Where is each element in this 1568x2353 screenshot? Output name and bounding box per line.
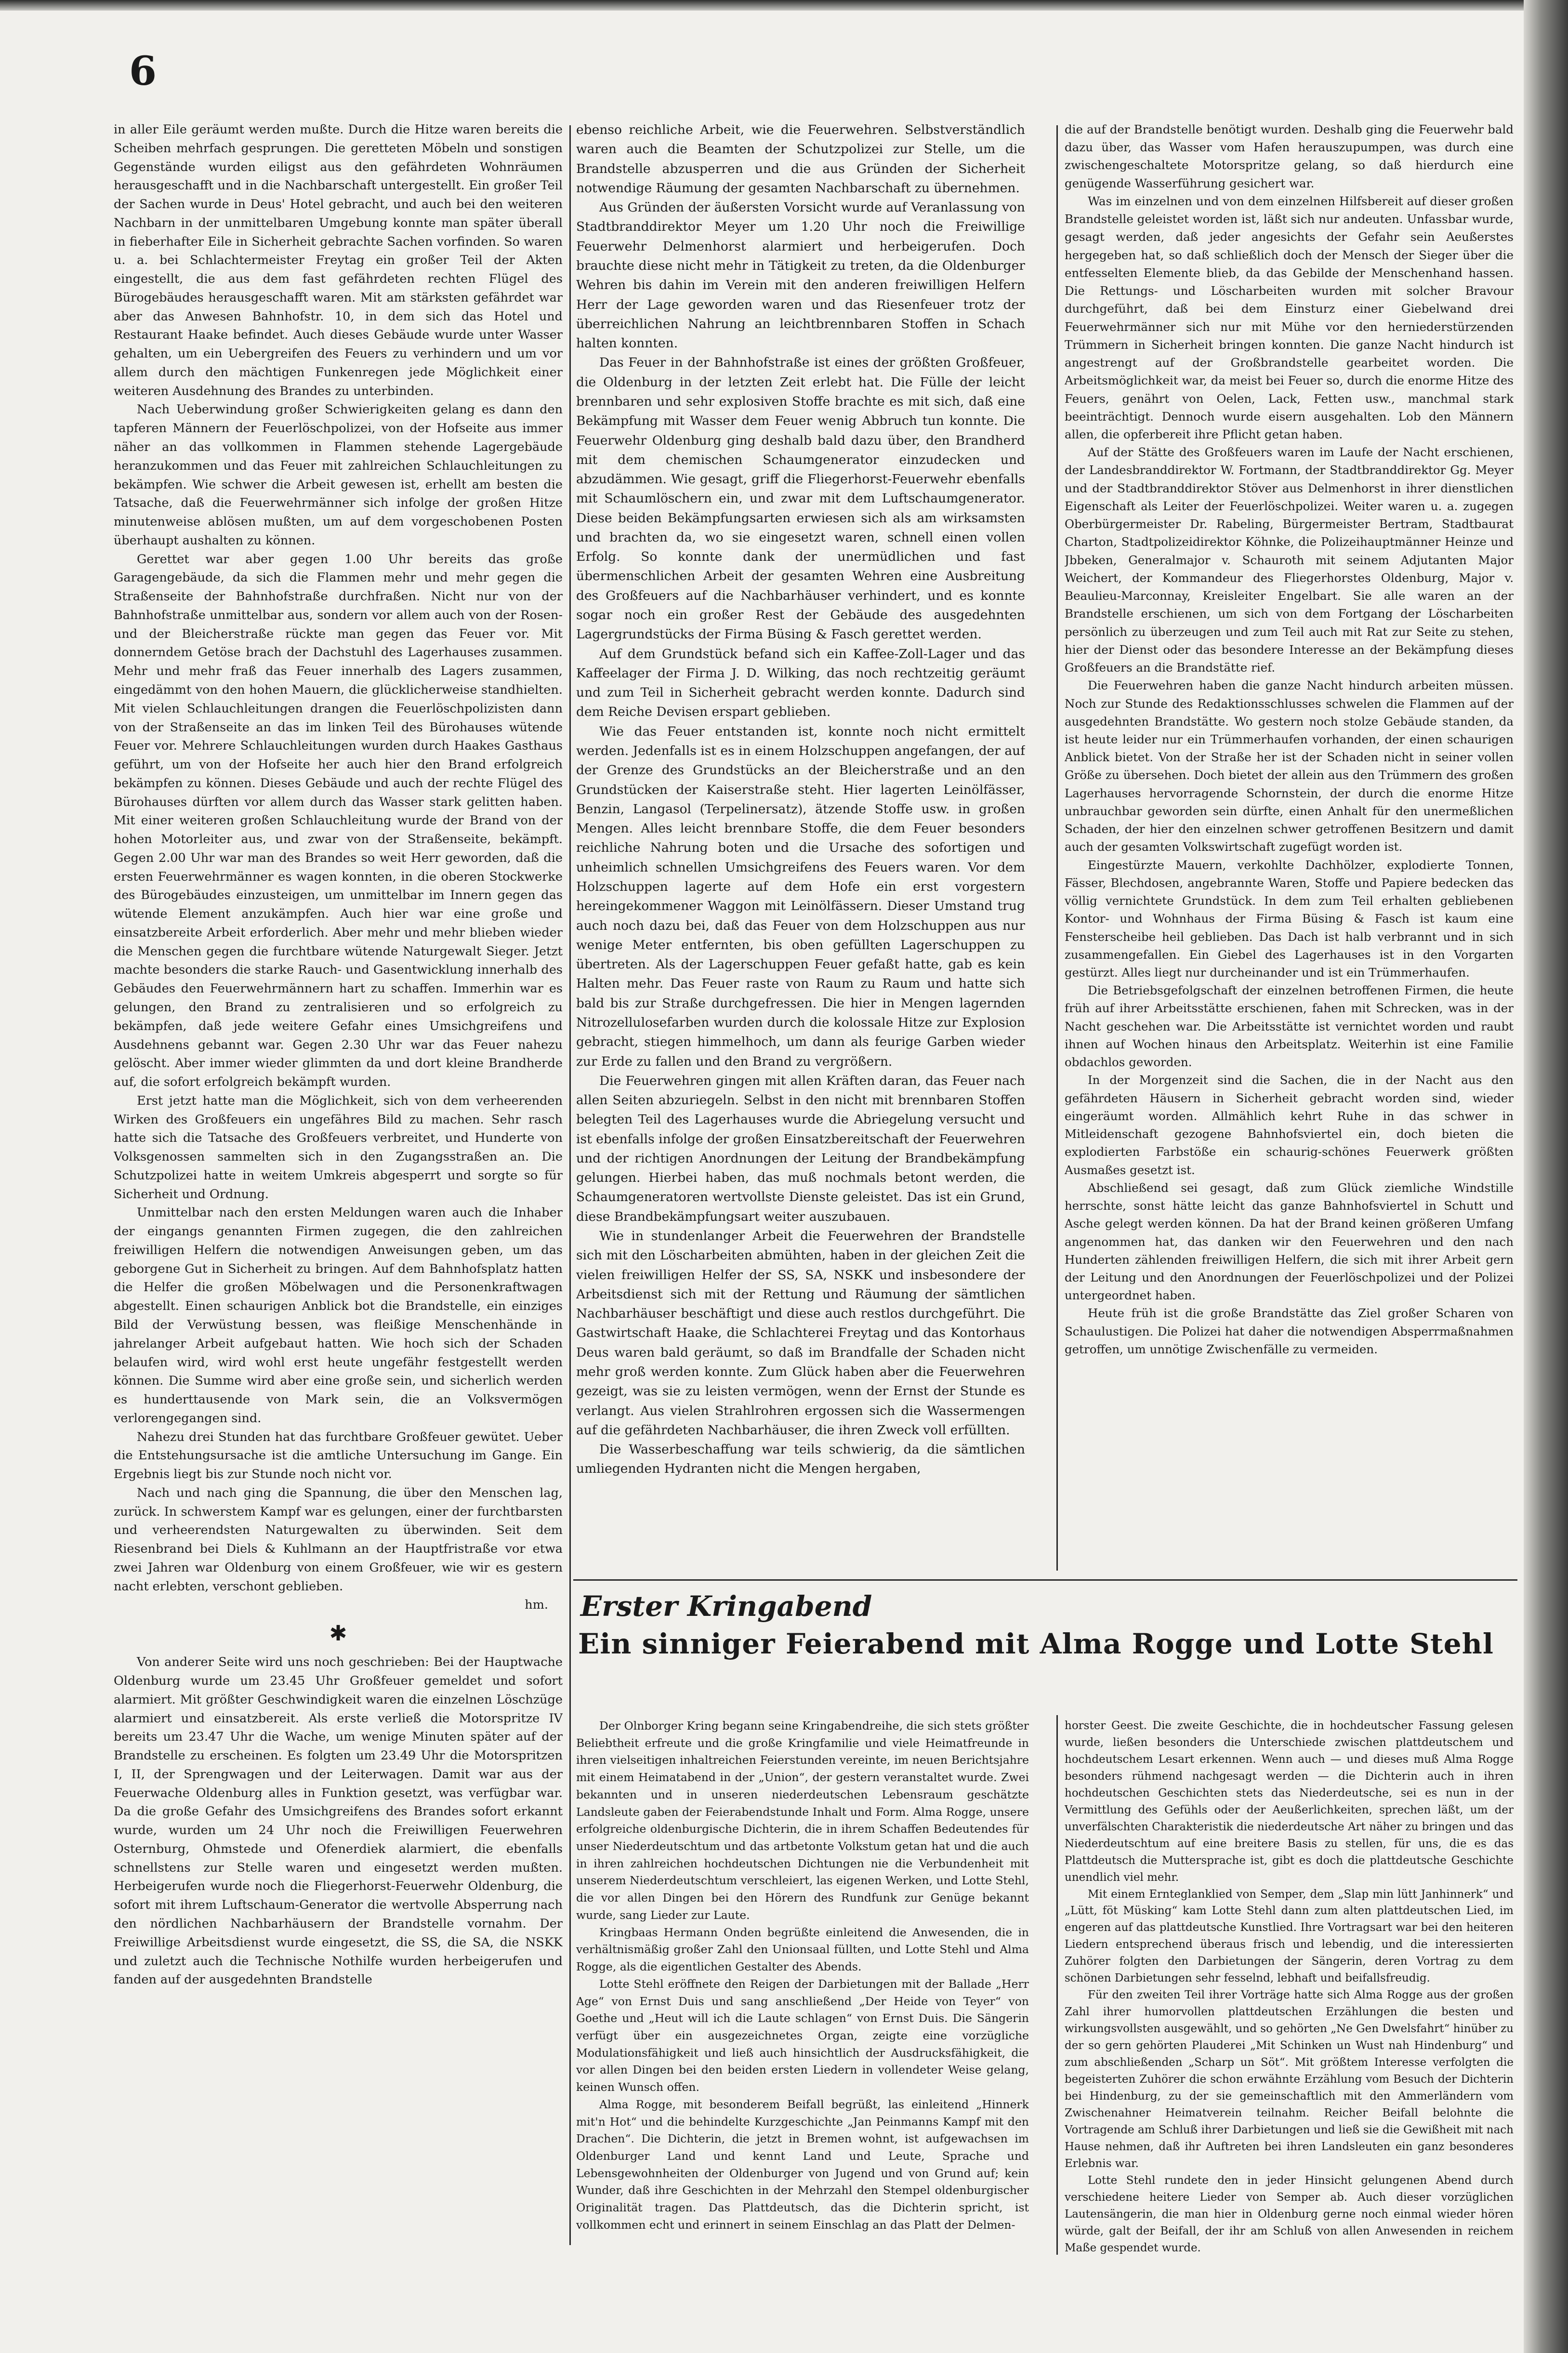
scan-binding-edge: [1524, 0, 1568, 2353]
paragraph: die auf der Brandstelle benötigt wurden. Deshalb ging die Feuerwehr bald dazu über, das Wasser vom Hafen herauszupumpen, was durch eine zwischengeschaltete Motorspritze gelang, so daß hierdurch eine genügende Wasserführung gesichert war.: [1065, 122, 1514, 190]
paragraph: Nach Ueberwindung großer Schwierigkeiten gelang es dann den tapferen Männern der Feuerlöschpolizei, von der Hofseite aus immer näher an das vollkommen in Flammen stehende Lagergebäude heranzukommen und das Feuer mit zahlreichen Schlauchleitungen zu bekämpfen. Wie schwer die Arbeit gewesen ist, erhellt am besten die Tatsache, daß die Feuerwehrmänner sich infolge der großen Hitze minutenweise ablösen mußten, um auf dem vorgeschobenen Posten überhaupt aushalten zu können.: [114, 402, 563, 548]
paragraph: Nahezu drei Stunden hat das furchtbare Großfeuer gewütet. Ueber die Entstehungsursache ist die amtliche Untersuchung im Gange. Ein Ergebnis liegt bis zur Stunde noch nicht vor.: [114, 1429, 563, 1482]
article-kicker: Erster Kringabend: [580, 1590, 872, 1623]
paragraph: Von anderer Seite wird uns noch geschrieben: Bei der Hauptwache Oldenburg wurde um 23.45 Uhr Großfeuer gemeldet und sofort alarmiert. Mit größter Geschwindigkeit waren die einzelnen Löschzüge alarmiert und einsatzbereit. Als erste verließ die Motorspritze IV bereits um 23.47 Uhr die Wache, um wenige Minuten später auf der Brandstelle zu erscheinen. Es folgten um 23.49 Uhr die Motorspritzen I, II, der Sprengwagen und der Leiterwagen. Damit war aus der Feuerwache Oldenburg alles in Funktion gesetzt, was verfügbar war. Da die große Gefahr des Umsichgreifens des Brandes sofort erkannt wurde, wurden um 24 Uhr noch die Freiwilligen Feuerwehren Osternburg, Ohmstede und Ofenerdiek alarmiert, die ebenfalls schnellstens zur Stelle waren und eingesetzt werden mußten. Herbeigerufen wurde noch die Fliegerhorst-Feuerwehr Oldenburg, die sofort mit ihrem Luftschaum-Generator die wertvolle Absperrung nach den nördlichen Nachbarhäusern der Brandstelle vornahm. Der Freiwillige Arbeitsdienst wurde eingesetzt, die SS, die SA, die NSKK und zuletzt auch die Technische Nothilfe wurden herbeigerufen und fanden auf der ausgedehnten Brandstelle: [114, 1655, 563, 1987]
paragraph: Auf der Stätte des Großfeuers waren im Laufe der Nacht erschienen, der Landesbranddirektor W. Fortmann, der Stadtbranddirektor Gg. Meyer und der Stadtbranddirektor Stöver aus Delmenhorst in ihrer dienstlichen Eigenschaft als Leiter der Feuerlöschpolizei. Weiter waren u. a. zugegen Oberbürgermeister Dr. Rabeling, Bürgermeister Bertram, Stadtbaurat Charton, Stadtpolizeidirektor Köhnke, die Polizeihauptmänner Heinze und Jbbeken, Generalmajor v. Schauroth mit seinem Adjutanten Major Weichert, der Kommandeur des Fliegerhorstes Oldenburg, Major v. Beaulieu-Marconnay, Kreisleiter Engelbart. Sie alle waren an der Brandstelle erschienen, um sich von dem Fortgang der Löscharbeiten persönlich zu überzeugen und zum Teil auch mit Rat zur Seite zu stehen, hier der Dienst oder das besondere Interesse an der Bekämpfung dieses Großfeuers an die Brandstätte rief.: [1065, 445, 1514, 675]
paragraph: horster Geest. Die zweite Geschichte, die in hochdeutscher Fassung gelesen wurde, ließen besonders die Unterschiede zwischen plattdeutschem und hochdeutschem Lesart erkennen. Wenn auch — und dieses muß Alma Rogge besonders rühmend nachgesagt werden — die Dichterin auch in ihren hochdeutschen Geschichten stets das Niederdeutsche, sei es nun in der Vermittlung des Gefühls oder der Aeußerlichkeiten, sprechen läßt, um der unverfälschten Charakteristik die niederdeutsche Art näher zu bringen und das Niederdeutschtum auf eine breitere Basis zu stellen, für uns, die es das Plattdeutsch die Muttersprache ist, gibt es doch die plattdeutsche Geschichte unendlich viel mehr.: [1065, 1719, 1514, 1884]
paragraph: Aus Gründen der äußersten Vorsicht wurde auf Veranlassung von Stadtbranddirektor Meyer um 1.20 Uhr noch die Freiwillige Feuerwehr Delmenhorst alarmiert und herbeigerufen. Doch brauchte diese nicht mehr in Tätigkeit zu treten, da die Oldenburger Wehren bis dahin im Verein mit den anderen freiwilligen Helfern Herr der Lage geworden waren und das Riesenfeuer trotz der überreichlichen Nahrung an leichtbrennbaren Stoffen in Schach halten konnten.: [576, 200, 1025, 351]
paragraph: Eingestürzte Mauern, verkohlte Dachhölzer, explodierte Tonnen, Fässer, Blechdosen, angebrannte Waren, Stoffe und Papiere bedecken das völlig vernichtete Grundstück. In dem zum Teil erhalten gebliebenen Kontor- und Wohnhaus der Firma Büsing & Fasch ist kaum eine Fensterscheibe heil geblieben. Das Dach ist halb verbrannt und in sich zusammengefallen. Ein Giebel des Lagerhauses ist in den Vorgarten gestürzt. Alles liegt nur durcheinander und ist ein Trümmerhaufen.: [1065, 858, 1514, 980]
paragraph: Kringbaas Hermann Onden begrüßte einleitend die Anwesenden, die in verhältnismäßig großer Zahl den Unionsaal füllten, und Lotte Stehl und Alma Rogge, als die eigentlichen Gestalter des Abends.: [576, 1925, 1029, 1974]
paragraph: Für den zweiten Teil ihrer Vorträge hatte sich Alma Rogge aus der großen Zahl ihrer humorvollen plattdeutschen Erzählungen die besten und wirkungsvollsten ausgewählt, und so gehörten „Ne Gen Dwelsfahrt“ hinüber zu der so gern gehörten Plauderei „Mit Schinken un Wust nah Hindenburg“ und zum abschließenden „Scharp un Söt“. Mit größtem Interesse verfolgten die begeisterten Zuhörer die schon erwähnte Erzählung vom Besuch der Dichterin bei Hindenburg, zu der sie gemeinschaftlich mit den Ammerländern vom Zwischenahner Heimatverein teilnahm. Reicher Beifall belohnte die Vortragende am Schluß ihrer Darbietungen und ließ sie die Gewißheit mit nach Hause nehmen, daß ihr Auftreten bei ihren Landsleuten ein ganz besonderes Erlebnis war.: [1065, 1989, 1514, 2170]
paragraph: Die Wasserbeschaffung war teils schwierig, da die sämtlichen umliegenden Hydranten nicht die Mengen hergaben,: [576, 1442, 1025, 1477]
article-column-2: [1065, 1718, 1514, 2257]
paragraph: ebenso reichliche Arbeit, wie die Feuerwehren. Selbstverständlich waren auch die Beamten der Schutzpolizei zur Stelle, um die Brandstelle abzusperren und die aus Gründen der Sicherheit notwendige Räumung der gesamten Nachbarschaft zu übernehmen.: [576, 122, 1025, 196]
paragraph: Erst jetzt hatte man die Möglichkeit, sich von dem verheerenden Wirken des Großfeuers ein ungefähres Bild zu machen. Sehr rasch hatte sich die Tatsache des Großfeuers verbreitet, und Hunderte von Volksgenossen sammelten sich in den Zugangsstraßen an. Die Schutzpolizei hatte in weitem Umkreis abgesperrt und sorgte so für Sicherheit und Ordnung.: [114, 1093, 563, 1202]
paragraph: Alma Rogge, mit besonderem Beifall begrüßt, las einleitend „Hinnerk mit'n Hot“ und die behindelte Kurzgeschichte „Jan Peinmanns Kampf mit den Drachen“. Die Dichterin, die jetzt in Bremen wohnt, ist aufgewachsen im Oldenburger Land und kennt Land und Leute, Sprache und Lebensgewohnheiten der Oldenburger von Jugend und von Grund auf; kein Wunder, daß ihre Geschichten in der Mehrzahl den Stempel oldenburgischer Originalität tragen. Das Plattdeutsch, das die Dichterin spricht, ist vollkommen echt und erinnert in seinem Einschlag an das Platt der Delmen-: [576, 2097, 1029, 2232]
scan-top-edge: [0, 0, 1568, 11]
paragraph: Gerettet war aber gegen 1.00 Uhr bereits das große Garagengebäude, da sich die Flammen mehr und mehr gegen die Straßenseite der Bahnhofstraße durchfraßen. Nicht nur von der Bahnhofstraße unmittelbar aus, sondern vor allem auch von der Rosen- und der Bleicherstraße rückte man gegen das Feuer vor. Mit donnerndem Getöse brach der Dachstuhl des Lagerhauses zusammen. Mehr und mehr fraß das Feuer innerhalb des Lagers zusammen, eingedämmt von den hohen Mauern, die glücklicherweise standhielten. Mit vielen Schlauchleitungen drangen die Feuerlöschpolizisten dann von der Straßenseite an das im linken Teil des Bürohauses wütende Feuer vor. Mehrere Schlauchleitungen wurden durch Haakes Gasthaus geführt, um von der Hofseite her auch hier den Brand erfolgreich bekämpfen zu können. Dieses Gebäude und auch der rechte Flügel des Bürohauses dürften vor allem durch das Wasser stark gelitten haben. Mit einer weiteren großen Schlauchleitung wurde der Brand von der hohen Motorleiter aus, und zwar von der Straßenseite, bekämpft. Gegen 2.00 Uhr war man des Brandes so weit Herr geworden, daß die ersten Feuerwehrmänner es wagen konnten, in die oberen Stockwerke des Bürogebäudes einzusteigen, um unmittelbar im Innern gegen das wütende Element anzukämpfen. Auch hier war eine große und einsatzbereite Arbeit erforderlich. Aber mehr und mehr blieben wieder die Menschen gegen die furchtbare wütende Naturgewalt Sieger. Jetzt machte besonders die starke Rauch- und Gasentwicklung innerhalb des Gebäudes den Feuerwehrmännern hart zu schaffen. Immerhin war es gelungen, den Brand zu zentralisieren und so erfolgreich zu bekämpfen, daß jede weitere Gefahr eines Umsichgreifens und Ausdehnens gebannt war. Gegen 2.30 Uhr war das Feuer nahezu gelöscht. Aber immer wieder glimmten da und dort kleine Brandherde auf, die sofort erfolgreich bekämpft wurden.: [114, 552, 563, 1090]
page-number: 6: [129, 48, 157, 94]
paragraph: Mit einem Ernteglanklied von Semper, dem „Slap min lütt Janhinnerk“ und „Lütt, föt Müsking“ kam Lotte Stehl dann zum alten plattdeutschen Lied, im engeren auf das plattdeutsche Kunstlied. Ihre Vortragsart war bei den heiteren Liedern entsprechend überaus frisch und lebendig, und die interessierten Zuhörer folgten den Darbietungen der Sängerin, deren Vortrag zu dem schönen Darbietungen sehr fesselnd, lebhaft und beifallsfreudig.: [1065, 1888, 1514, 1985]
paragraph: Wie in stundenlanger Arbeit die Feuerwehren der Brandstelle sich mit den Löscharbeiten abmühten, haben in der gleichen Zeit die vielen freiwilligen Helfer der SS, SA, NSKK und insbesondere der Arbeitsdienst sich mit der Rettung und Räumung der sämtlichen Nachbarhäuser beschäftigt und diese auch restlos durchgeführt. Die Gastwirtschaft Haake, die Schlachterei Freytag und das Kontorhaus Deus waren bald geräumt, so daß im Brandfalle der Schaden nicht mehr groß werden konnte. Zum Glück haben aber die Feuerwehren gezeigt, was sie zu leisten vermögen, wenn der Ernst der Stunde es verlangt. Aus vielen Strahlrohren ergossen sich die Wassermengen auf die gefährdeten Nachbarhäuser, die ihren Zweck voll erfüllten.: [576, 1229, 1025, 1438]
article-headline: Ein sinniger Feierabend mit Alma Rogge und Lotte Stehl: [578, 1627, 1494, 1660]
paragraph: Der Olnborger Kring begann seine Kringabendreihe, die sich stets größter Beliebtheit erfreute und die große Kringfamilie und viele Heimatfreunde in ihren vielseitigen inhaltreichen Feierstunden vereinte, im neuen Berichtsjahre mit einem Heimatabend in der „Union“, der gestern veranstaltet wurde. Zwei bekannten und in unseren niederdeutschen Lebensraum geschätzte Landsleute gaben der Feierabendstunde Inhalt und Form. Alma Rogge, unsere erfolgreiche oldenburgische Dichterin, die in ihrem Schaffen Bedeutendes für unser Niederdeutschtum und das artbetonte Volkstum getan hat und die auch in ihren zahlreichen hochdeutschen Dichtungen nie die Verbundenheit mit unserem Niederdeutschtum verschleiert, las eigenen Werken, und Lotte Stehl, die vor allen Dingen bei den Hörern des Rundfunk zur Genüge bekannt wurde, sang Lieder zur Laute.: [576, 1719, 1029, 1922]
paragraph: Die Feuerwehren gingen mit allen Kräften daran, das Feuer nach allen Seiten abzuriegeln. Selbst in den nicht mit brennbaren Stoffen belegten Teil des Lagerhauses wurde die Abriegelung versucht und ist ebenfalls infolge der großen Einsatzbereitschaft der Feuerwehren und der richtigen Anordnungen der Leitung der Brandbekämpfung gelungen. Hierbei haben, das muß nochmals betont werden, die Schaumgeneratoren wertvollste Dienste geleistet. Das ist ein Grund, diese Brandbekämpfungsart weiter auszubauen.: [576, 1073, 1025, 1224]
article-column-1: [576, 1718, 1029, 2257]
paragraph: Das Feuer in der Bahnhofstraße ist eines der größten Großfeuer, die Oldenburg in der letzten Zeit erlebt hat. Die Fülle der leicht brennbaren und sehr explosiven Stoffe brachte es mit sich, daß eine Bekämpfung mit Wasser dem Feuer wenig Abbruch tun konnte. Die Feuerwehr Oldenburg ging deshalb bald dazu über, den Brandherd mit dem chemischen Schaumgenerator einzudecken und abzudämmen. Wie gesagt, griff die Fliegerhorst-Feuerwehr ebenfalls mit Schaumlöschern ein, und zwar mit dem Luftschaumgenerator. Diese beiden Bekämpfungsarten erwiesen sich als am wirksamsten und brachten da, wo sie eingesetzt waren, schnell einen vollen Erfolg. So konnte dank der unermüdlichen und fast übermenschlichen Arbeit der gesamten Wehren eine Ausbreitung des Großfeuers auf die Nachbarhäuser verhindert, und es konnte sogar noch ein großer Rest der Gebäude des ausgedehnten Lagergrundstücks der Firma Büsing & Fasch gerettet werden.: [576, 355, 1025, 642]
paragraph: Auf dem Grundstück befand sich ein Kaffee-Zoll-Lager und das Kaffeelager der Firma J. D. Wilking, das noch rechtzeitig geräumt und zum Teil in Sicherheit gebracht werden konnte. Dadurch sind dem Reiche Devisen erspart geblieben.: [576, 646, 1025, 720]
paragraph: Was im einzelnen und von dem einzelnen Hilfsbereit auf dieser großen Brandstelle geleistet worden ist, läßt sich nur andeuten. Unfassbar wurde, gesagt werden, daß jeder angesichts der Gefahr sein Aeußerstes hergegeben hat, so daß schließlich doch der Mensch der Sieger über die entfesselten Elemente blieb, da das Gebilde der Menschenhand hassen. Die Rettungs- und Löscharbeiten wurden mit solcher Bravour durchgeführt, daß bei dem Einsturz einer Giebelwand drei Feuerwehrmänner sich nur mit Mühe vor den herniederstürzenden Trümmern in Sicherheit bringen konnten. Die ganze Nacht hindurch ist angestrengt auf der Großbrandstelle gearbeitet worden. Die Arbeitsmöglichkeit war, da meist bei Feuer so, durch die enorme Hitze des Feuers, genährt von Oelen, Lack, Fetten usw., manchmal stark beeinträchtigt. Dennoch wurde eisern ausgehalten. Lob den Männern allen, die opferbereit ihre Pflicht getan haben.: [1065, 194, 1514, 441]
fire-report-column-1: [114, 120, 563, 2023]
column-rule: [569, 125, 571, 2245]
fire-report-column-3: [1065, 120, 1514, 1378]
fire-report-column-2: [576, 120, 1025, 1580]
paragraph: Lotte Stehl rundete den in jeder Hinsicht gelungenen Abend durch verschiedene heitere Lieder von Semper ab. Auch dieser vorzüglichen Lautensängerin, die man hier in Oldenburg gerne noch einmal wieder hören würde, galt der Beifall, der ihr am Schluß von allen Anwesenden in reichem Maße gespendet wurde.: [1065, 2174, 1514, 2254]
column-rule: [1056, 1715, 1058, 2255]
paragraph: Nach und nach ging die Spannung, die über den Menschen lag, zurück. In schwerstem Kampf war es gelungen, einer der furchtbarsten und verheerendsten Naturgewalten zu überwinden. Seit dem Riesenbrand bei Diels & Kuhlmann an der Hauptfristraße vor etwa zwei Jahren war Oldenburg von einem Großfeuer, wie wir es gestern nacht erlebten, verschont geblieben.: [114, 1485, 563, 1594]
paragraph: Die Feuerwehren haben die ganze Nacht hindurch arbeiten müssen. Noch zur Stunde des Redaktionsschlusses schwelen die Flammen auf der ausgedehnten Brandstätte. Wo gestern noch stolze Gebäude standen, da ist heute leider nur ein Trümmerhaufen vorhanden, der einen schaurigen Anblick bietet. Von der Straße her ist der Schaden nicht in seiner vollen Größe zu übersehen. Doch bietet der allein aus den Trümmern des großen Lagerhauses hervorragende Schornstein, der durch die enorme Hitze unbrauchbar geworden sein dürfte, einen Anhalt für den unermeßlichen Schaden, der hier den einzelnen schwer getroffenen Besitzern und damit auch der gesamten Volkswirtschaft zugefügt worden ist.: [1065, 678, 1514, 854]
paragraph: Heute früh ist die große Brandstätte das Ziel großer Scharen von Schaulustigen. Die Polizei hat daher die notwendigen Absperrmaßnahmen getroffen, um unnötige Zwischenfälle zu vermeiden.: [1065, 1306, 1514, 1356]
section-star-ornament: ✱: [329, 1621, 347, 1646]
column-rule: [1056, 125, 1058, 1571]
author-signature: hm.: [525, 1598, 548, 1613]
paragraph: In der Morgenzeit sind die Sachen, die in der Nacht aus den gefährdeten Häusern in Sicherheit gebracht worden sind, wieder eingeräumt worden. Allmählich kehrt Ruhe in das schwer in Mitleidenschaft gezogene Bahnhofsviertel ein, doch bieten die explodierten Farbstöße ein schaurig-schönes Feuerwerk größten Ausmaßes gesetzt ist.: [1065, 1073, 1514, 1177]
paragraph: Unmittelbar nach den ersten Meldungen waren auch die Inhaber der eingangs genannten Firmen zugegen, die den zahlreichen freiwilligen Helfern die notwendigen Anweisungen geben, um das geborgene Gut in Sicherheit zu bringen. Auf dem Bahnhofsplatz hatten die Helfer die großen Möbelwagen und die Personenkraftwagen abgestellt. Einen schaurigen Anblick bot die Brandstelle, ein einziges Bild der Verwüstung bessen, was fleißige Menschenhände in jahrelanger Arbeit aufgebaut hatten. Wie hoch sich der Schaden belaufen wird, wird wohl erst heute ungefähr festgestellt werden können. Die Summe wird aber eine große sein, und sicherlich werden es hunderttausende von Mark sein, die an Volksvermögen verlorengegangen sind.: [114, 1205, 563, 1426]
paragraph: in aller Eile geräumt werden mußte. Durch die Hitze waren bereits die Scheiben mehrfach gesprungen. Die geretteten Möbeln und sonstigen Gegenstände wurden eiligst aus den gefährdeten Wohnräumen herausgeschafft und in die Nachbarschaft untergestellt. Ein großer Teil der Sachen wurde in Deus' Hotel gebracht, und auch bei den weiteren Nachbarn in der unmittelbaren Umgebung konnte man später überall in fieberhafter Eile in Sicherheit gebrachte Sachen vorfinden. So waren u. a. bei Schlachtermeister Freytag ein großer Teil der Akten eingestellt, die aus dem fast gefährdeten rechten Flügel des Bürogebäudes herausgeschafft waren. Mit am stärksten gefährdet war aber das Anwesen Bahnhofstr. 10, in dem sich das Hotel und Restaurant Haake befindet. Auch dieses Gebäude wurde unter Wasser gehalten, um ein Uebergreifen des Feuers zu verhindern und um vor allem durch den mächtigen Funkenregen jede Möglichkeit einer weiteren Ausdehnung des Brandes zu unterbinden.: [114, 122, 563, 398]
paragraph: Abschließend sei gesagt, daß zum Glück ziemliche Windstille herrschte, sonst hätte leicht das ganze Bahnhofsviertel in Schutt und Asche gelegt werden können. Da hat der Brand keinen größeren Umfang angenommen hat, das danken wir den Feuerwehren und den nach Hunderten zählenden freiwilligen Helfern, die sich mit ihrer Arbeit gern der Leitung und den Anordnungen der Feuerlöschpolizei und der Polizei untergeordnet haben.: [1065, 1180, 1514, 1303]
paragraph: Die Betriebsgefolgschaft der einzelnen betroffenen Firmen, die heute früh auf ihrer Arbeitsstätte erschienen, fahen mit Schrecken, was in der Nacht geschehen war. Die Arbeitsstätte ist vernichtet worden und raubt ihnen auf Wochen hinaus den Arbeitsplatz. Weiterhin ist eine Familie obdachlos geworden.: [1065, 983, 1514, 1070]
paragraph: Lotte Stehl eröffnete den Reigen der Darbietungen mit der Ballade „Herr Age“ von Ernst Duis und sang anschließend „Der Heide von Teyer“ von Goethe und „Heut will ich die Laute schlagen“ von Ernst Duis. Die Sängerin verfügt über ein ausgezeichnetes Organ, zeigte eine vorzügliche Modulationsfähigkeit und ließ auch hinsichtlich der Ausdrucksfähigkeit, die vor allen Dingen bei den beiden ersten Liedern in vollendeter Weise gelang, keinen Wunsch offen.: [576, 1977, 1029, 2094]
paragraph: Wie das Feuer entstanden ist, konnte noch nicht ermittelt werden. Jedenfalls ist es in einem Holzschuppen angefangen, der auf der Grenze des Grundstücks an der Bleicherstraße und an den Grundstücken der Kaiserstraße steht. Hier lagerten Leinölfässer, Benzin, Langasol (Terpelinersatz), ätzende Stoffe usw. in großen Mengen. Alles leicht brennbare Stoffe, die dem Feuer besonders reichliche Nahrung boten und die Ursache des sofortigen und unheimlich schnellen Umsichgreifens des Feuers waren. Vor dem Holzschuppen lagerte auf dem Hofe ein erst vorgestern hereingekommener Waggon mit Leinölfässern. Dieser Umstand trug auch noch dazu bei, daß das Feuer von dem Holzschuppen aus nur wenige Meter entfernten, bis oben gefüllten Lagerschuppen zu übertreten. Als der Lagerschuppen Feuer gefaßt hatte, gab es kein Halten mehr. Das Feuer raste von Raum zu Raum und hatte sich bald bis zur Straße durchgefressen. Die hier in Mengen lagernden Nitrozellulosefarben wurden durch die kolossale Hitze zur Explosion gebracht, stiegen himmelhoch, um dann als feurige Garben wieder zur Erde zu fallen und den Brand zu vergrößern.: [576, 724, 1025, 1069]
